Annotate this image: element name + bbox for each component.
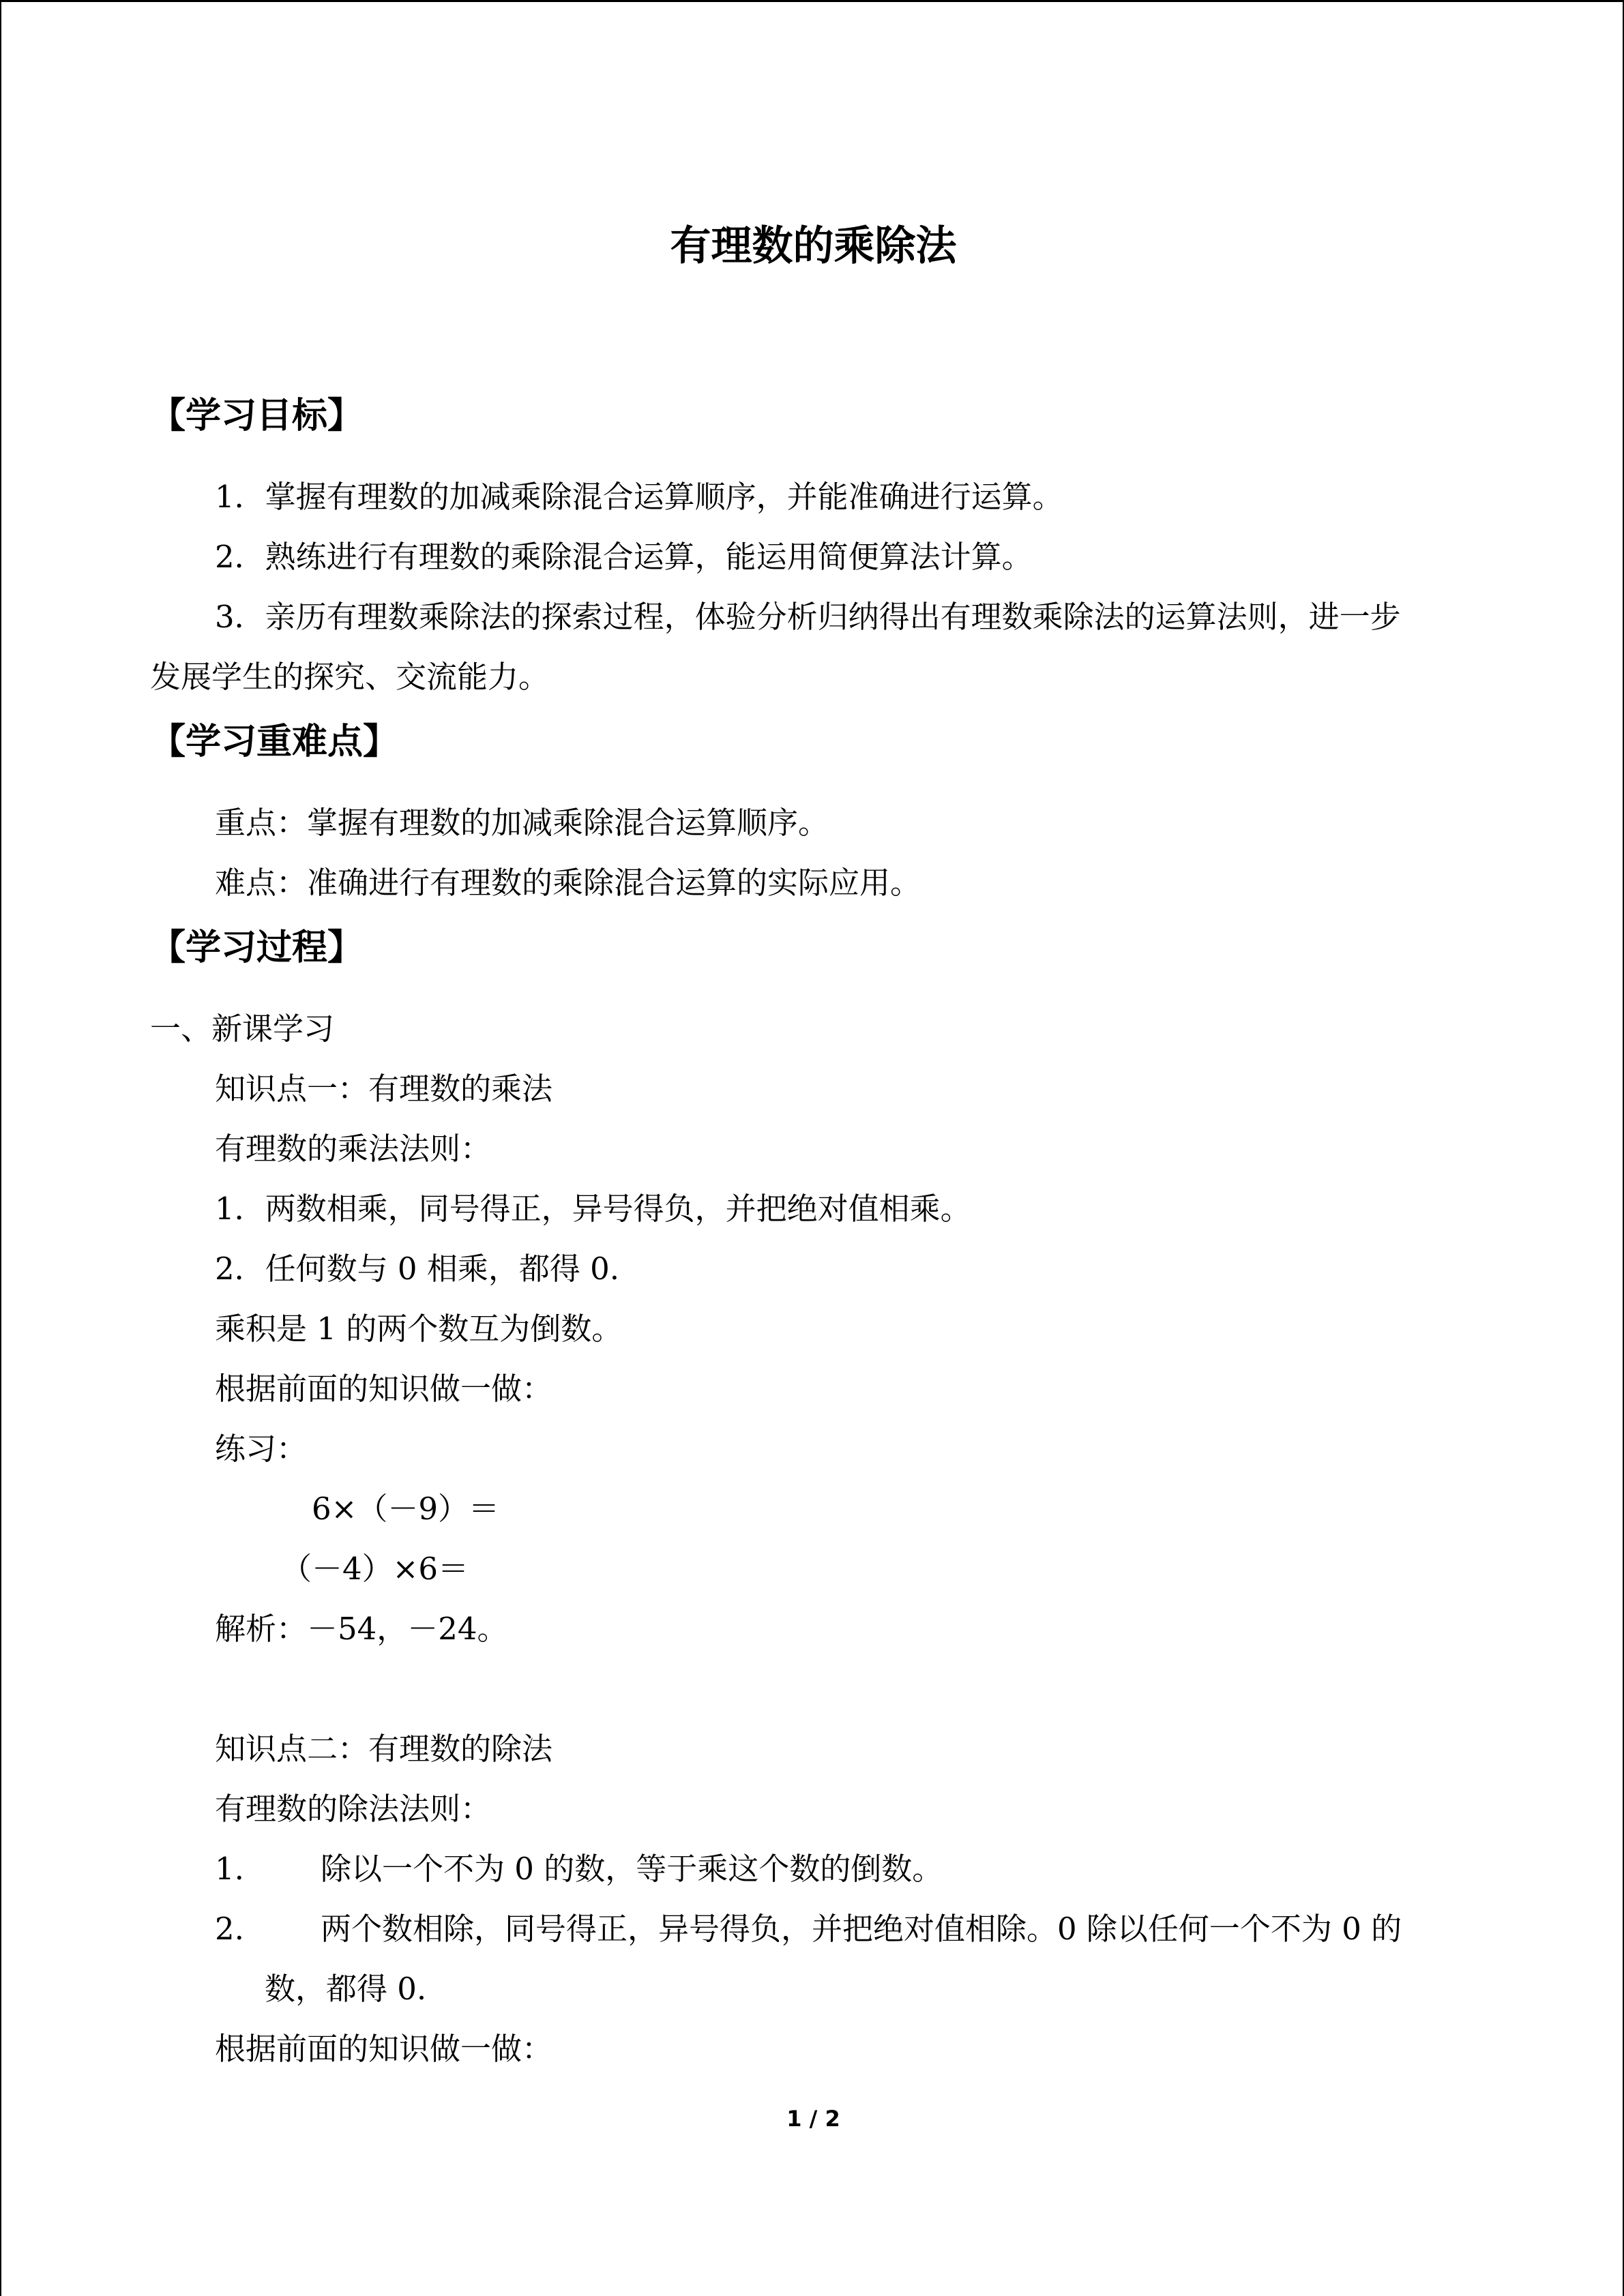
difficulty-point: 难点：准确进行有理数的乘除混合运算的实际应用。 (215, 865, 921, 901)
kp2-rule-2-number: 2. (215, 1911, 244, 1947)
kp2-rule-2-text-line-1: 两个数相除，同号得正，异号得负，并把绝对值相除。0 除以任何一个不为 0 的 (321, 1911, 1402, 1947)
goal-item-3-line-2: 发展学生的探究、交流能力。 (150, 659, 550, 695)
kp1-reciprocal: 乘积是 1 的两个数互为倒数。 (215, 1311, 623, 1347)
heading-learning-goals: 【学习目标】 (150, 395, 364, 436)
kp1-rule-2: 2．任何数与 0 相乘，都得 0. (215, 1251, 620, 1287)
kp2-rule-1-text: 除以一个不为 0 的数，等于乘这个数的倒数。 (321, 1851, 943, 1887)
kp1-exercise-2: （－4）×6＝ (281, 1551, 469, 1587)
kp2-prompt: 根据前面的知识做一做： (215, 2031, 553, 2067)
kp1-answer: 解析：－54，－24。 (215, 1611, 508, 1647)
kp1-exercise-label: 练习： (215, 1431, 308, 1467)
kp2-rule-title: 有理数的除法法则： (215, 1791, 492, 1827)
goal-item-2: 2．熟练进行有理数的乘除混合运算，能运用简便算法计算。 (215, 539, 1033, 575)
part-new-lesson: 一、新课学习 (150, 1011, 335, 1047)
goal-item-1: 1．掌握有理数的加减乘除混合运算顺序，并能准确进行运算。 (215, 479, 1063, 515)
page-number: 1 / 2 (786, 2106, 840, 2132)
goal-item-3-line-1: 3．亲历有理数乘除法的探索过程，体验分析归纳得出有理数乘除法的运算法则，进一步 (215, 599, 1401, 635)
kp2-rule-1-number: 1. (215, 1851, 244, 1887)
focus-point: 重点：掌握有理数的加减乘除混合运算顺序。 (215, 805, 829, 841)
kp2-rule-2-text-line-2: 数，都得 0. (265, 1971, 427, 2007)
heading-learning-process: 【学习过程】 (150, 927, 364, 968)
heading-key-points: 【学习重难点】 (150, 721, 399, 762)
kp1-exercise-1: 6×（－9）＝ (312, 1491, 499, 1527)
kp1-rule-title: 有理数的乘法法则： (215, 1131, 492, 1167)
kp1-title: 知识点一：有理数的乘法 (215, 1071, 553, 1107)
document-title: 有理数的乘除法 (670, 222, 957, 270)
kp1-prompt: 根据前面的知识做一做： (215, 1371, 553, 1407)
kp2-title: 知识点二：有理数的除法 (215, 1731, 553, 1767)
kp1-rule-1: 1．两数相乘，同号得正，异号得负，并把绝对值相乘。 (215, 1191, 971, 1227)
